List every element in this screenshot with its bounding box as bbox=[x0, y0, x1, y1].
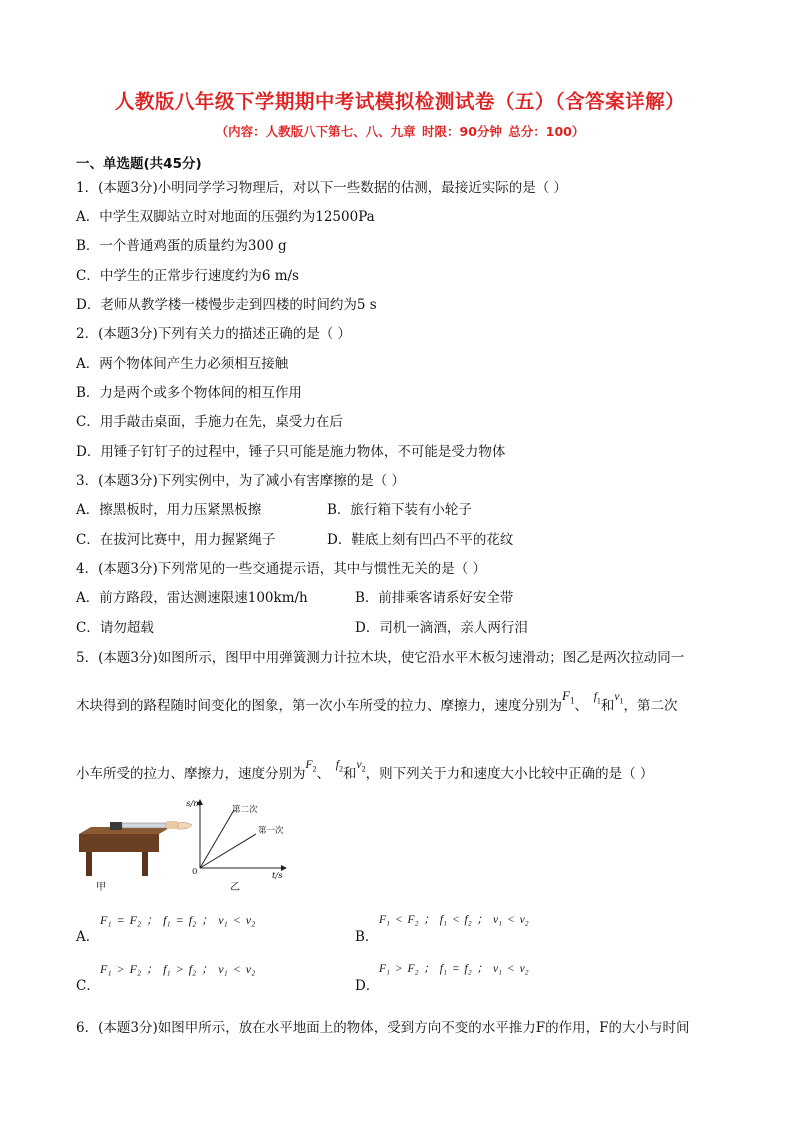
question-5-option-c-label: C． bbox=[76, 978, 100, 994]
math-f2-symbol: $F_2$ bbox=[305, 759, 317, 774]
math-friction2-symbol: $f_2$ bbox=[335, 759, 343, 774]
question-2-option-c: C．用手敲击桌面，手施力在先，桌受力在后 bbox=[76, 414, 343, 430]
question-5-line-1: 5．(本题3分)如图所示，图甲中用弹簧测力计拉木块，使它沿水平木板匀速滑动；图乙是两次拉动同一 bbox=[76, 650, 685, 666]
line-second-run bbox=[200, 810, 234, 868]
figure-jia-spring-scale-photo bbox=[76, 800, 196, 880]
page-subtitle: （内容：人教版八下第七、八、九章 时限：90分钟 总分：100） bbox=[215, 124, 585, 139]
question-4-option-a: A．前方路段，雷达测速限速100km/h bbox=[76, 590, 308, 606]
question-3-option-a: A．擦黑板时，用力压紧黑板擦 bbox=[76, 502, 262, 518]
math-v1-symbol: $v_1$ bbox=[614, 691, 624, 706]
math-f1-symbol: $F_1$ bbox=[562, 688, 575, 706]
question-5-line-2 bbox=[76, 688, 678, 716]
figure-jia-label: 甲 bbox=[96, 882, 106, 893]
question-6-stem: 6．(本题3分)如图甲所示，放在水平地面上的物体，受到方向不变的水平推力F的作用，F的大小与时间 bbox=[76, 1020, 690, 1036]
question-5-option-d-label: D． bbox=[355, 978, 380, 994]
math-friction1-symbol: $f_1$ bbox=[593, 691, 601, 706]
question-5-option-d: F₁ > F₂ ； f₁ = f₂ ； v₁ < v₂ bbox=[379, 963, 529, 975]
x-axis-label: t/s bbox=[272, 871, 283, 881]
question-4-option-c: C．请勿超载 bbox=[76, 620, 154, 636]
conjunction-and: 和 bbox=[342, 766, 357, 782]
question-5-option-b-label: B． bbox=[355, 929, 379, 945]
separator: 、 bbox=[574, 698, 588, 714]
question-4-option-d: D．司机一滴酒，亲人两行泪 bbox=[355, 620, 528, 636]
question-2-option-d: D．用锤子钉钉子的过程中，锤子只可能是施力物体，不可能是受力物体 bbox=[76, 444, 506, 460]
figure-yi-label: 乙 bbox=[230, 882, 240, 893]
question-3-option-b: B．旅行箱下装有小轮子 bbox=[327, 502, 472, 518]
question-3-option-d: D．鞋底上刻有凹凸不平的花纹 bbox=[327, 532, 514, 548]
question-5-option-a: F₁ = F₂ ； f₁ = f₂ ； v₁ < v₂ bbox=[100, 913, 256, 927]
question-5-line-2-tail: ，第二次 bbox=[623, 698, 678, 714]
question-4-option-b: B．前排乘客请系好安全带 bbox=[355, 590, 514, 606]
question-4-stem: 4．(本题3分)下列常见的一些交通提示语，其中与惯性无关的是（ ） bbox=[76, 561, 487, 577]
section-heading: 一、单选题(共45分) bbox=[76, 156, 202, 172]
math-v2-symbol: $v_2$ bbox=[356, 759, 366, 774]
question-3-option-c: C．在拔河比赛中，用力握紧绳子 bbox=[76, 532, 276, 548]
origin-label: 0 bbox=[192, 867, 198, 877]
question-3-stem: 3．(本题3分)下列实例中，为了减小有害摩擦的是（ ） bbox=[76, 473, 406, 489]
question-1-option-a: A．中学生双脚站立时对地面的压强约为12500Pa bbox=[76, 209, 375, 225]
question-2-option-a: A．两个物体间产生力必须相互接触 bbox=[76, 356, 289, 372]
series-label-second: 第二次 bbox=[232, 805, 258, 815]
conjunction-and: 和 bbox=[600, 698, 615, 714]
question-1-option-d: D．老师从教学楼一楼慢步走到四楼的时间约为5 s bbox=[76, 297, 377, 313]
question-5-line-3-tail: ，则下列关于力和速度大小比较中正确的是（ ） bbox=[365, 766, 654, 782]
question-1-stem: 1．(本题3分)小明同学学习物理后，对以下一些数据的估测，最接近实际的是（ ） bbox=[76, 180, 568, 196]
series-label-first: 第一次 bbox=[258, 826, 284, 836]
question-5-line-3-text: 小车所受的拉力、摩擦力，速度分别为 bbox=[76, 766, 306, 782]
question-1-option-c: C．中学生的正常步行速度约为6 m/s bbox=[76, 268, 299, 284]
question-2-option-b: B．力是两个或多个物体间的相互作用 bbox=[76, 385, 302, 401]
question-1-option-b: B．一个普通鸡蛋的质量约为300 g bbox=[76, 238, 287, 254]
question-5-option-c: F₁ > F₂ ； f₁ > f₂ ； v₁ < v₂ bbox=[100, 962, 256, 976]
question-5-option-b: F₁ < F₂ ； f₁ < f₂ ； v₁ < v₂ bbox=[379, 914, 529, 926]
page-title: 人教版八年级下学期期中考试模拟检测试卷（五）（含答案详解） bbox=[114, 90, 686, 113]
y-axis-label: s/m bbox=[186, 799, 202, 809]
separator: 、 bbox=[316, 766, 331, 782]
question-2-stem: 2．(本题3分)下列有关力的描述正确的是（ ） bbox=[76, 326, 352, 342]
question-5-line-3 bbox=[76, 759, 654, 783]
line-first-run bbox=[200, 834, 256, 868]
question-5-option-a-label: A． bbox=[76, 929, 100, 945]
question-5-line-2-text: 木块得到的路程随时间变化的图象，第一次小车所受的拉力、摩擦力，速度分别为 bbox=[76, 698, 562, 714]
